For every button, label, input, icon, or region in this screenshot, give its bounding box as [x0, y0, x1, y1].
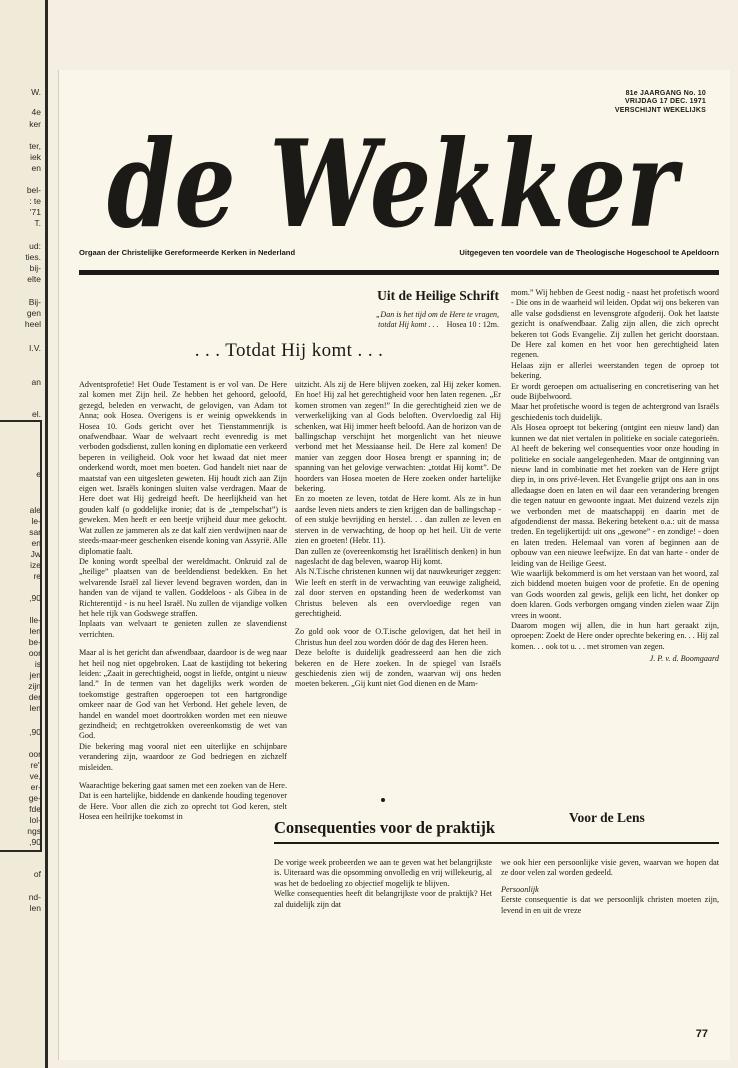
adjacent-page-fragment: re" [30, 760, 41, 770]
adjacent-page-fragment: sar [29, 527, 41, 537]
paragraph: Die bekering mag vooral niet een uiterlijke en schijnbare verandering zijn, waardoor ze God bedriegen en zichzelf misleiden. [79, 741, 287, 772]
adjacent-page-fragment: ve, [29, 771, 41, 781]
paragraph: Deze belofte is duidelijk geadresseerd aan hen die zich bekeren en de Here zoeken. In de spiegel van Israëls geschiedenis zien wij de zonden, waarvan wij ons heden moeten bekeren. „Gij kunt niet God dienen en de Mam- [295, 648, 501, 689]
adjacent-page-fragment: en [31, 538, 41, 548]
adjacent-page-fragment: heel [24, 319, 41, 329]
section-heading-voor-de-lens: Voor de Lens [569, 810, 645, 825]
paragraph: Waarachtige bekering gaat samen met een zoeken van de Here. Dat is een hartelijke, biddende en dankende houding tegenover de Here. Voor allen die zich zo oprecht tot God keren, stelt Hosea een heilrijke toekomst in [79, 781, 287, 822]
paragraph: Er wordt geroepen om actualisering en concretisering van het oude Bijbelwoord. [511, 381, 719, 402]
paragraph: Dan zullen ze (overeenkomstig het Israëlitisch denken) in hun nageslacht de dag beleven, waarop Hij komt. [295, 546, 501, 566]
adjacent-page-fragment: Jw [30, 549, 41, 559]
paragraph: mom.” Wij hebben de Geest nodig - naast het profetisch woord - Die ons in de waarheid wil leiden. Opdat wij ons bekeren van alle valse godsdienst en levensgrote afgoderij. Ook het laatste gezicht is onafwendbaar. Zalig zijn allen, die zich oprecht bekeren tot Gods Evangelie. Zij zullen het gericht doorstaan. De Here zal komen en het voor hen gerechtigheid laten regenen. [511, 288, 719, 360]
paragraph: Helaas zijn er allerlei weerstanden tegen de oproep tot bekering. [511, 360, 719, 381]
adjacent-page-fragment: en [31, 163, 41, 173]
subline-left: Orgaan der Christelijke Gereformeerde Kerken in Nederland [79, 248, 296, 257]
adjacent-page-fragment: 4e [31, 107, 41, 117]
scripture-quote-line-1: „Dan is het tijd om de Here te vragen, [375, 310, 499, 319]
author-signature: J. P. v. d. Boomgaard [649, 654, 719, 664]
scripture-ref: Hosea 10 : 12m. [446, 320, 499, 329]
adjacent-page-fragment: jen [29, 670, 41, 680]
adjacent-page-fragment: ize [30, 560, 41, 570]
adjacent-page-fragment: ties. [25, 252, 41, 262]
article2-column-1 [274, 858, 492, 910]
adjacent-page-strip [0, 0, 48, 1068]
adjacent-page-fragment: er- [30, 782, 41, 792]
adjacent-page-fragment: oor [28, 749, 41, 759]
scripture-quote-line-2: totdat Hij komt . . . [378, 320, 439, 329]
paragraph: Als N.T.ische christenen kunnen wij dat nauwkeuriger zeggen: Wie leeft en sterft in de verwachting van eeuwige zaligheid, zal door sterven en opstanding heen de wederkomst van Christus beleven als een overvloedige regen van gerechtigheid. [295, 567, 501, 618]
article-title-consequenties: Consequenties voor de praktijk [274, 818, 496, 837]
subheading-persoonlijk: Persoonlijk [501, 884, 539, 894]
paragraph: Inplaats van welvaart te genieten zullen ze slavendienst verrichten. [79, 619, 287, 639]
adjacent-page-fragment: elte [27, 274, 41, 284]
paragraph: we ook hier een persoonlijke visie geven, waarvan we hopen dat ze door velen zal worden gedeeld. [501, 858, 719, 878]
masthead-title [87, 76, 697, 256]
masthead-title-text: de Wekker [107, 114, 684, 255]
adjacent-page-fragment: gen [26, 308, 41, 318]
adjacent-page-fragment: T. [34, 218, 41, 228]
adjacent-page-fragment: an [31, 377, 41, 387]
paragraph: uitzicht. Als zij de Here blijven zoeken, zal Hij zeker komen. En hoe! Hij zal het gerechtigheid voor hen laten regenen. „Er komen stromen van zegen!” In die gerechtigheid zien we de verwerkelijking van al Gods beloften. Overvloedig zal Hij schenken, wat Hij immer heeft beloofd. Aan de horizon van de ballingschap verschijnt het morgenlicht van het nieuwe verbond met het Messiaanse heil. De Here zal komen! De manier van zeggen door Hosea brengt er spanning in; de spanning van het gelovige verwachten: „totdat Hij komt”. De hoorders van Hosea moeten de Here zoeken onder hartelijke bekering. [295, 380, 501, 494]
volume-line: 81e JAARGANG No. 10 [625, 90, 706, 97]
article1-column-1 [79, 380, 287, 823]
adjacent-page-fragment: e [36, 469, 41, 479]
adjacent-page-fragment: W. [31, 87, 41, 97]
paragraph: Adventsprofetie! Het Oude Testament is er vol van. De Here zal komen met Zijn heil. Ze hebben het gehoord, geloofd, gezegd, beleden en verwacht, de gelovigen, van Adam tot Anna; ook Hosea. Overigens is er weinig opwekkends in Hosea 10. Gods gericht over het Tienstammenrijk is onafwendbaar. Waar de welvaart recht evenredig is met verboden godsdienst, zullen koning en diplomatie een verkeerd beperen in veiligheid. Ook voor het kwaad dat niet meer onderkend wordt, moet men boeten. God handelt niet naar de maatstaf van een uitgesleten geweten. Hij houdt zich aan Zijn eigen wet. Israëls koningen sluiten valse verdragen. Maar de Here doet wat Hij gedreigd heeft. De heerlijkheid van het gouden kalf (o goddelijke ironie; dat is de „tempelschat”) is geweken. Men heeft er een beetje vrijheid duur mee gekocht. Wat zullen ze jammeren als ze dat kalf zien verdwijnen naar de steeds-maar-meer geschenken eisende koning van Assyrië. Alle diplomatie faalt. [79, 380, 287, 556]
adjacent-page-fragment: ale [29, 505, 41, 515]
page-number: 77 [695, 1028, 708, 1040]
subline-right: Uitgegeven ten voordele van de Theologische Hogeschool te Apeldoorn [459, 248, 719, 257]
adjacent-page-fragment: Bij- [28, 297, 41, 307]
paragraph: Daarom mogen wij allen, die in hun hart geraakt zijn, oproepen: Zoekt de Here onder oprechte bekering en. . . Hij zal komen. . . ook tot u. . . met stromen van zegen. [511, 621, 719, 651]
paragraph: Wie waarlijk bekommerd is om het verstaan van het woord, zal zich biddend moeten buigen voor de profetie. En de opening van Gods woorden zal gewis, gelijk een licht, het donker op doen klaren. Gods verborgen omgang vinden zielen waar Zijn vrees in woont. [511, 568, 719, 620]
adjacent-page-fragment: be- [28, 637, 41, 647]
article1-column-3 [511, 288, 719, 665]
paragraph: En zo moeten ze leven, totdat de Here komt. Als ze in hun aardse leven niets anders te zien krijgen dan de ballingschap - of een stukje bevrijding en herstel. . . dan zullen ze leven en sterven in de verwachting, de hoop op het heil. Uit de verte zien en groeten! (Hebr. 11). [295, 494, 501, 546]
scripture-quote [271, 310, 499, 330]
paragraph: De koning wordt speelbal der wereldmacht. Onkruid zal de „heilige” plaatsen van de beeldendienst bedekken. En het welvarende Israël zal liever levend begraven worden, dan in handen van de vijand te vallen. Goddeloos - als Gibea in de Richterentijd - is nu heel Israël. Nu zullen de vijandige volken het hele rijk van Godswege straffen. [79, 556, 287, 618]
article-title-totdat-hij-komt: . . . Totdat Hij komt . . . [194, 340, 384, 361]
adjacent-page-fragment: ge- [28, 793, 41, 803]
newspaper-page [58, 70, 730, 1060]
paragraph: Als Hosea oproept tot bekering (ontgint een nieuw land) dan kunnen we dat niet vertalen in politieke en sociale categorieën. Al heeft de bekering wel consequenties voor onze houding in politieke en sociale aangelegenheden. Maar de ontginning van nieuw land in combinatie met het zoeken van de Here grijpt diep in, in ons privé-leven. Het Evangelie grijpt ons aan in ons alledaagse doen en laten en wil daar een verandering brengen die tegen natuur en gewoonte ingaat. Met duizend vezels zijn we verbonden met de maatschappij en daarin met de afgodendienst der massa. Bekering betekent o.a.: uit de massa treden. En tegelijkertijd: uit ons „gewone” - en zondige! - doen en laten treden. Helemaal van voren af beginnen aan de opbouw van een nieuwe leefwijze. En dat van harte - onder de leiding van de Heilige Geest. [511, 423, 719, 568]
adjacent-page-fragment: ,90 [29, 593, 41, 603]
masthead-rule [79, 270, 719, 275]
adjacent-page-fragment: I.V. [29, 343, 41, 353]
article1-column-2 [295, 380, 501, 690]
adjacent-page-fragment: ngs [27, 826, 41, 836]
masthead-subline [79, 248, 719, 257]
adjacent-page-fragment: ,90 [29, 727, 41, 737]
adjacent-page-fragment: is [34, 659, 41, 669]
adjacent-page-fragment: lle- [29, 615, 41, 625]
paragraph: De vorige week probeerden we aan te geven wat het belangrijkste is. Uiteraard was die opsomming onvolledig en vrij willekeurig, al was het de bedoeling zo objectief mogelijk te blijven. [274, 858, 492, 888]
separator-dot [381, 798, 385, 802]
adjacent-page-fragment: nd- [28, 892, 41, 902]
adjacent-page-fragment: ud: [29, 241, 41, 251]
adjacent-page-fragment: le- [31, 516, 41, 526]
adjacent-page-fragment: lol- [29, 815, 41, 825]
adjacent-page-fragment: ter, [29, 141, 41, 151]
paragraph: Welke consequenties heeft dit belangrijkste voor de praktijk? Het zal duidelijk zijn dat [274, 889, 492, 909]
adjacent-page-fragment: fde [29, 804, 41, 814]
adjacent-page-fragment: len [29, 903, 41, 913]
date-line: VRIJDAG 17 DEC. 1971 [624, 98, 706, 106]
article2-title-rule [274, 842, 719, 844]
paragraph: Maar al is het gericht dan afwendbaar, daardoor is de weg naar het heil nog niet opgebroken. Laat de kastijding tot bekering leiden: „Zaait in gerechtigheid, oogst in liefde, ontgint u nieuw land.” In de termen van het dagelijks werk worden de toekomstige gestraften opgeroepen tot een hartgrondige omkeer naar de God van het Verbond. Het gehele leven, de handel en wandel moet doortrokken worden met een nieuwe gezindheid; en rechtgetrokken overeenkomstig de wet van God. [79, 648, 287, 741]
adjacent-page-fragment: oor [28, 648, 41, 658]
adjacent-page-fragment: iek [30, 152, 41, 162]
frequency-line: VERSCHIJNT WEKELIJKS [614, 106, 706, 114]
adjacent-page-fragment: : te [29, 196, 41, 206]
adjacent-page-fragment: der [28, 692, 41, 702]
adjacent-page-fragment: len [29, 703, 41, 713]
adjacent-page-fragment: el. [32, 409, 41, 419]
adjacent-page-fragment: ker [29, 119, 41, 129]
adjacent-page-fragment: '71 [29, 207, 41, 217]
paragraph: Zo gold ook voor de O.T.ische gelovigen, dat het heil in Christus hun deel zou worden dóór de dag des Heren heen. [295, 627, 501, 647]
article2-column-2 [501, 858, 719, 916]
section-heading-uit-de-heilige-schrift: Uit de Heilige Schrift [377, 288, 499, 303]
paragraph: Eerste consequentie is dat we persoonlijk christen moeten zijn, levend in en uit de vreze [501, 895, 719, 915]
adjacent-page-fragment: re [33, 571, 41, 581]
adjacent-page-fragment: bij- [29, 263, 41, 273]
adjacent-page-fragment: zijn [28, 681, 41, 691]
adjacent-page-fragment: of [33, 869, 41, 879]
adjacent-page-fragment: len [29, 626, 41, 636]
adjacent-page-fragment: bel- [26, 185, 41, 195]
paragraph: Maar het profetische woord is tegen de achtergrond van Israëls geschiedenis toch duidelijk. [511, 402, 719, 422]
adjacent-page-fragment: ,90 [29, 837, 41, 847]
